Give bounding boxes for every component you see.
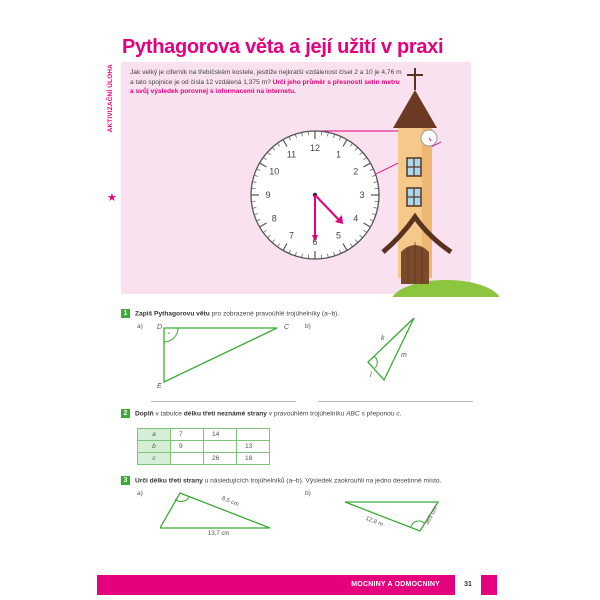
side-label-365: 365 cm xyxy=(424,505,440,527)
page-number: 31 xyxy=(455,575,481,595)
sides-table xyxy=(137,428,270,465)
task-2-end: . xyxy=(399,410,402,418)
table-cell[interactable]: 26 xyxy=(204,453,237,465)
vertex-C: C xyxy=(284,324,290,331)
task-1 xyxy=(121,309,339,318)
task-2-text-2: v pravoúhlém trojúhelníku xyxy=(266,410,347,418)
clock-face xyxy=(251,131,379,259)
side-m: m xyxy=(401,352,407,359)
task-2-text-1: v tabulce xyxy=(153,410,184,418)
table-header-cell: a xyxy=(138,429,171,441)
table-cell[interactable]: 13 xyxy=(237,441,270,453)
clock-number: 3 xyxy=(359,190,365,200)
task-3-a-label: a) xyxy=(137,490,143,497)
side-k: k xyxy=(381,335,385,342)
task-1-bold: Zapiš Pythagorovu větu xyxy=(135,310,210,318)
task-2-text-3: s přeponou xyxy=(359,410,397,418)
task-number: 3 xyxy=(121,476,130,485)
task-2-bold-2: délku třetí neznámé strany xyxy=(183,410,267,418)
task-3-b-label: b) xyxy=(305,490,311,497)
table-cell[interactable] xyxy=(204,441,237,453)
task-3-bold: Urči délku třetí strany xyxy=(135,477,203,485)
table-header-cell: c xyxy=(138,453,171,465)
task-2-abc: ABC xyxy=(346,410,360,418)
clock-number: 6 xyxy=(312,237,318,247)
footer-bar xyxy=(97,575,497,595)
task-number: 2 xyxy=(121,409,130,418)
task-3 xyxy=(121,476,441,485)
side-label-12-8: 12,8 m xyxy=(364,515,384,529)
vertex-D: D xyxy=(157,324,163,331)
table-cell[interactable]: 18 xyxy=(237,453,270,465)
task-number: 1 xyxy=(121,309,130,318)
side-l: l xyxy=(370,372,372,379)
table-row xyxy=(138,453,270,465)
chapter-title: MOCNINY A ODMOCNINY xyxy=(351,581,440,588)
clock-number: 2 xyxy=(353,166,359,177)
answer-line-1b[interactable] xyxy=(318,401,473,402)
clock-number: 12 xyxy=(309,143,321,153)
table-cell[interactable] xyxy=(171,453,204,465)
table-cell[interactable]: 7 xyxy=(171,429,204,441)
task-3-text: u následujících trojúhelníků (a–b). Výsledek zaokrouhli na jedno desetinné místo. xyxy=(202,477,442,485)
task-2-bold-1: Doplň xyxy=(135,410,154,418)
table-cell[interactable] xyxy=(237,429,270,441)
star-icon: ★ xyxy=(107,191,117,204)
clock-number: 8 xyxy=(271,213,277,224)
side-tag xyxy=(104,64,118,204)
table-row xyxy=(138,441,270,453)
intro-plain: Jak velký je ciferník na třebíčském kostele, jestliže nejkratší vzdálenost čísel 2 a 10 je 4,76 m a tato spojnice je od čísla 12 vzdálená 1,375 m? xyxy=(130,69,402,86)
table-header-cell: b xyxy=(138,441,171,453)
clock-number: 7 xyxy=(288,230,295,241)
clock-number: 9 xyxy=(265,190,271,200)
side-tag-label: AKTIVIZAČNÍ ÚLOHA xyxy=(107,64,114,133)
intro-bold: Urči jeho průměr s přesností setin metru a svůj výsledek porovnej s informacemi na internetu. xyxy=(130,78,400,96)
task-1-b-label: b) xyxy=(305,323,311,330)
table-row xyxy=(138,429,270,441)
task-1-a-label: a) xyxy=(137,323,143,330)
clock-number: 1 xyxy=(335,149,342,160)
table-cell[interactable]: 9 xyxy=(171,441,204,453)
page-title: Pythagorova věta a její užití v praxi xyxy=(122,36,444,58)
vertex-E: E xyxy=(157,383,162,390)
side-label-13-7: 13,7 cm xyxy=(208,531,230,537)
clock-number: 5 xyxy=(335,230,342,241)
task-1-text: pro zobrazené pravoúhlé trojúhelníky (a–b). xyxy=(209,310,340,318)
clock-number: 10 xyxy=(269,166,280,177)
answer-line-1a[interactable] xyxy=(151,401,296,402)
side-label-8-5: 8,5 cm xyxy=(220,495,240,509)
clock-number: 4 xyxy=(353,213,359,224)
clock-number: 11 xyxy=(286,149,297,160)
task-2-c: c xyxy=(396,410,400,418)
table-cell[interactable]: 14 xyxy=(204,429,237,441)
task-2 xyxy=(121,409,401,418)
church-tower xyxy=(383,68,451,284)
triangle-1a xyxy=(150,320,300,390)
clock-church-illustration xyxy=(121,62,501,297)
